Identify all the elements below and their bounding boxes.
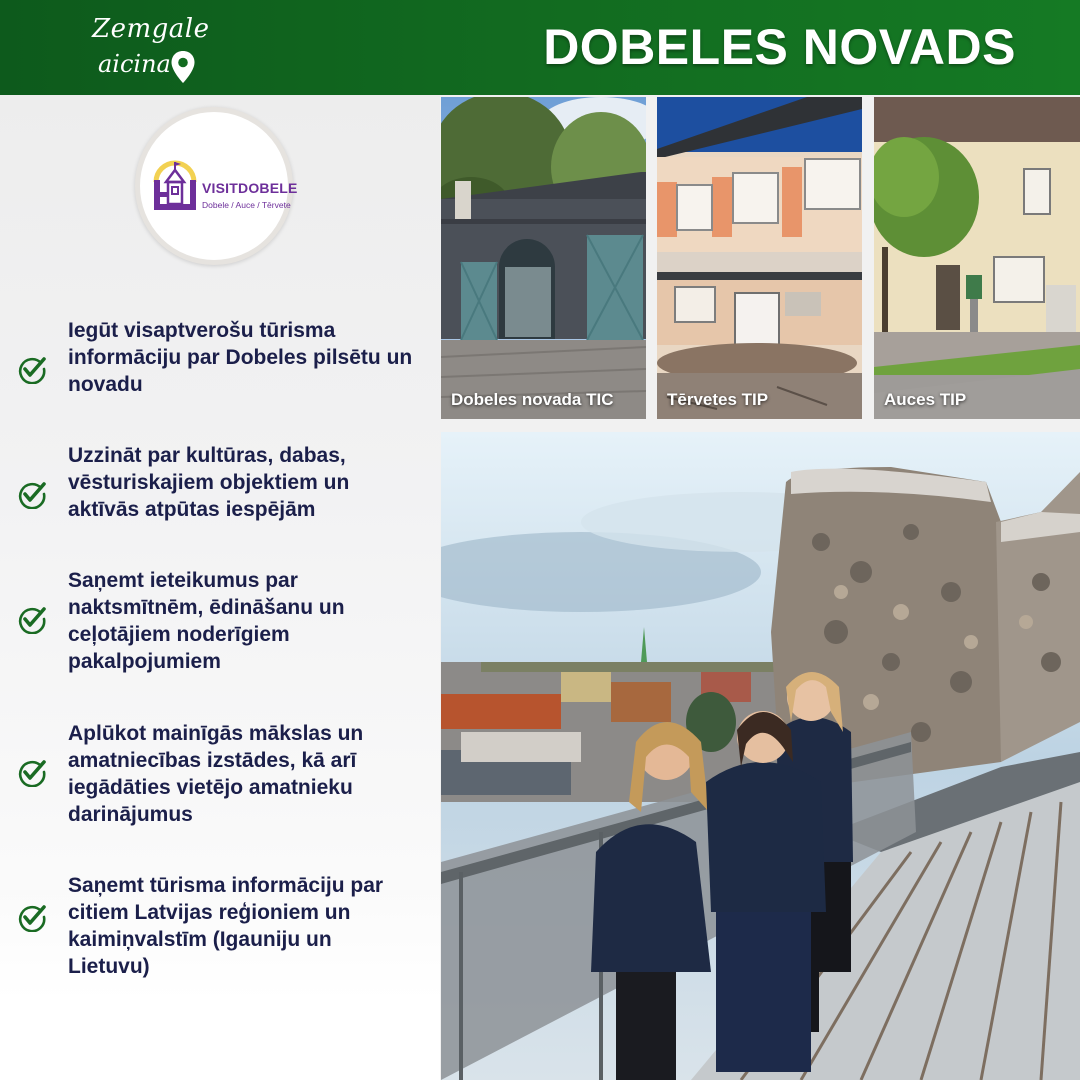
check-circle-icon bbox=[17, 479, 47, 509]
check-circle-icon bbox=[17, 902, 47, 932]
services-panel bbox=[0, 95, 440, 1080]
check-circle-icon bbox=[17, 604, 47, 634]
service-text: Uzzināt par kultūras, dabas, vēsturiskajiem objektiem un aktīvās atpūtas iespējām bbox=[68, 444, 350, 521]
logo-name: VISITDOBELE bbox=[202, 180, 298, 196]
brand-line2: aicina bbox=[98, 50, 171, 78]
team-photo-dobele-castle bbox=[441, 432, 1080, 1080]
service-text: Aplūkot mainīgās mākslas un amatniecības izstādes, kā arī iegādāties vietējo amatnieku darinājumus bbox=[68, 722, 364, 826]
dobele-tic-building-image bbox=[441, 97, 646, 419]
visitdobele-logo bbox=[135, 107, 298, 265]
photo-caption: Auces TIP bbox=[884, 390, 967, 409]
tower-arch-icon bbox=[152, 152, 198, 212]
service-text: Saņemt tūrisma informāciju par citiem Latvijas reģioniem un kaimiņvalstīm (Igauniju un Lietuvu) bbox=[68, 874, 384, 978]
team-castle-ruins-image bbox=[441, 432, 1080, 1080]
service-text: Iegūt visaptverošu tūrisma informāciju par Dobeles pilsētu un novadu bbox=[68, 319, 413, 396]
zemgale-aicina-logo bbox=[92, 10, 212, 86]
check-circle-icon bbox=[17, 757, 47, 787]
location-pin-icon bbox=[170, 50, 196, 84]
service-text: Saņemt ieteikumus par naktsmītnēm, ēdināšanu un ceļotājiem noderīgiem pakalpojumiem bbox=[68, 569, 345, 673]
auce-tip-building-image bbox=[874, 97, 1080, 419]
photo-dobeles-tic bbox=[441, 97, 646, 419]
page-title: DOBELES NOVADS bbox=[543, 19, 1016, 75]
photo-auces-tip bbox=[874, 97, 1080, 419]
photo-caption: Dobeles novada TIC bbox=[451, 390, 614, 409]
logo-subtitle: Dobele / Auce / Tērvete bbox=[202, 200, 291, 210]
photo-tervetes-tip bbox=[657, 97, 862, 419]
brand-line1: Zemgale bbox=[92, 14, 210, 44]
photo-caption: Tērvetes TIP bbox=[667, 390, 769, 409]
check-circle-icon bbox=[17, 354, 47, 384]
tervete-tip-building-image bbox=[657, 97, 862, 419]
header-banner bbox=[0, 0, 1080, 95]
